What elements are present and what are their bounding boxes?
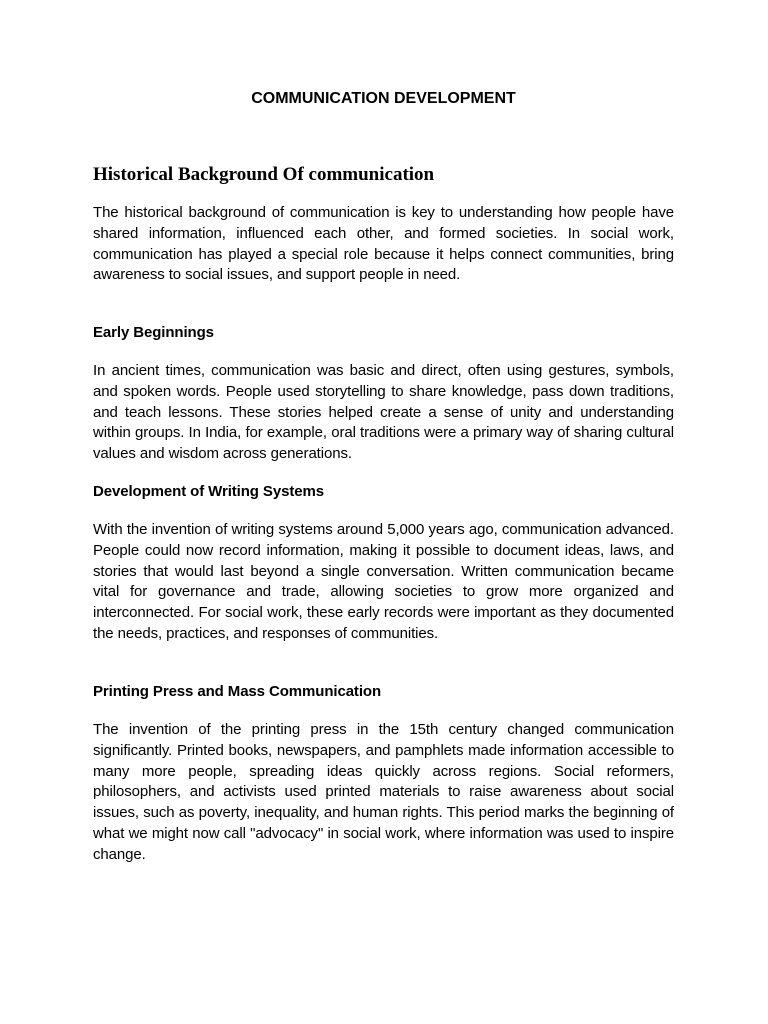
early-beginnings-paragraph: In ancient times, communication was basic and direct, often using gestures, symbols, and spoken words. People used storytelling to share knowledge, pass down traditions, and teach lessons. These stories helped create a sense of unity and understanding within groups. In India, for example, oral traditions were a primary way of sharing cultural values and wisdom across generations. [93, 362, 674, 463]
early-beginnings-heading: Early Beginnings [93, 324, 214, 341]
printing-press-heading: Printing Press and Mass Communication [93, 683, 382, 700]
printing-press-paragraph: The invention of the printing press in the 15th century changed communication significantly. Printed books, newspapers, and pamphlets made information accessible to many more people, spreading ideas quickly across regions. Social reformers, philosophers, and activists used printed materials to raise awareness about social issues, such as poverty, inequality, and human rights. This period marks the beginning of what we might now call "advocacy" in social work, where information was used to inspire change. [93, 721, 674, 863]
writing-systems-paragraph: With the invention of writing systems around 5,000 years ago, communication advanced. People could now record information, making it possible to document ideas, laws, and stories that would last beyond a single conversation. Written communication became vital for governance and trade, allowing societies to grow more organized and interconnected. For social work, these early records were important as they documented the needs, practices, and responses of communities. [93, 521, 674, 642]
writing-systems-heading: Development of Writing Systems [93, 483, 324, 500]
section-heading: Historical Background Of communication [93, 164, 435, 185]
document-title: COMMUNICATION DEVELOPMENT [251, 90, 516, 107]
intro-paragraph: The historical background of communication is key to understanding how people have shared information, influenced each other, and formed societies. In social work, communication has played a special role because it helps connect communities, bring awareness to social issues, and support people in need. [93, 204, 674, 284]
